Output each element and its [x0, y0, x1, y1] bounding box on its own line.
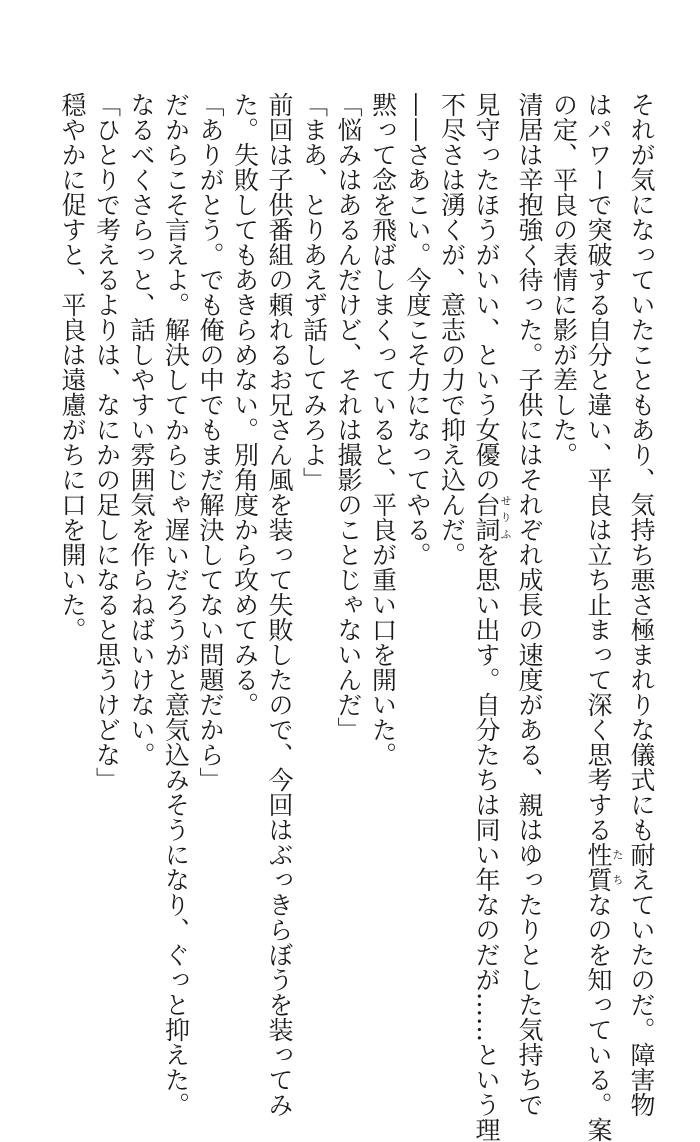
text-line-1: それが気になっていたこともあり、気持ち悪さ極まれりな儀式にも耐えていたのだ。障害物 — [627, 92, 656, 1117]
ruby-serifu-reading: せりふ — [499, 492, 512, 542]
text-line-5-before: 見守ったほうがいい、という女優の — [472, 92, 501, 492]
text-line-2 — [581, 92, 624, 1142]
text-line-8: 黙って念を飛ばしまくっていると、平良が重い口を開いた。 — [368, 92, 398, 767]
vertical-text-body — [55, 92, 659, 1142]
ruby-seishitsu-reading: たち — [611, 842, 624, 892]
text-line-2-before: はパワーで突破する自分と違い、平良は立ち止まって深く思考する — [584, 92, 613, 842]
text-line-4: 清居は辛抱強く待った。子供にはそれぞれ成長の速度がある、親はゆったりとした気持ちで — [515, 92, 544, 1117]
text-line-3: の定、平良の表情に影が差した。 — [549, 92, 579, 467]
ruby-seishitsu: 性質たち — [584, 842, 624, 892]
text-line-13: 「ありがとう。でも俺の中でもまだ解決してない問題だから」 — [196, 92, 225, 792]
text-line-11: 前回は子供番組の頼れるお兄さん風を装って失敗したので、今回はぶっきらぼうを装ってみ — [265, 92, 294, 1117]
text-line-9: 「悩みはあるんだけど、それは撮影のことじゃないんだ」 — [334, 92, 363, 742]
text-line-6: 不尽さは湧くが、意志の力で抑え込んだ。 — [437, 92, 467, 567]
text-line-5 — [469, 92, 512, 1142]
text-line-17: 穏やかに促すと、平良は遠慮がちに口を開いた。 — [58, 92, 87, 642]
ruby-serifu: 台詞せりふ — [472, 492, 512, 542]
text-line-14: だからこそ言えよ。解決してからじゃ遅いだろうがと意気込みそうになり、ぐっと抑えた。 — [161, 92, 191, 1117]
text-line-5-after: を思い出す。自分たちは同い年なのだが……という理 — [472, 542, 501, 1142]
text-line-15: なるべくさらっと、話しやすい雰囲気を作らねばいけない。 — [127, 92, 156, 767]
text-line-2-after: なのを知っている。案 — [584, 892, 613, 1142]
text-line-16: 「ひとりで考えるよりは、なにかの足しになると思うけどな」 — [92, 92, 122, 792]
text-line-7: ——さあこい。今度こそ力になってやる。 — [403, 92, 432, 567]
text-line-10: 「まあ、とりあえず話してみろよ」 — [299, 92, 329, 492]
text-line-12: た。失敗してもあきらめない。別角度から攻めてみる。 — [230, 92, 260, 717]
